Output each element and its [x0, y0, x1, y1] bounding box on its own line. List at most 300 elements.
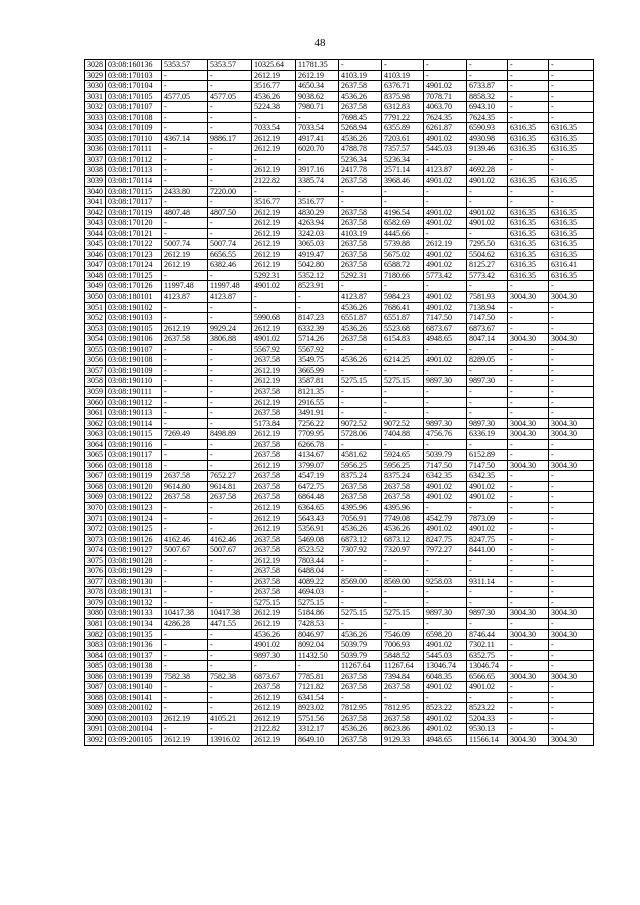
table-cell: 3090: [85, 713, 106, 724]
table-cell: 4536.26: [382, 524, 424, 535]
table-cell: -: [382, 618, 424, 629]
table-cell: 4471.55: [208, 618, 252, 629]
table-cell: 6566.65: [467, 671, 508, 682]
table-cell: -: [549, 186, 594, 197]
page-number: 48: [314, 37, 326, 49]
table-cell: 03:08:170122: [106, 239, 162, 250]
table-cell: -: [549, 302, 594, 313]
table-cell: 2612.19: [252, 365, 296, 376]
table-cell: 03:08:190122: [106, 492, 162, 503]
table-row: [85, 323, 594, 334]
table-cell: 5714.26: [296, 334, 339, 345]
table-cell: 7698.45: [339, 112, 382, 123]
table-cell: 03:08:190124: [106, 513, 162, 524]
table-cell: 03:08:190109: [106, 365, 162, 376]
table-cell: 3072: [85, 524, 106, 535]
table-cell: 2612.19: [252, 502, 296, 513]
table-cell: 2637.58: [252, 492, 296, 503]
table-cell: 2637.58: [252, 386, 296, 397]
table-cell: -: [252, 292, 296, 303]
table-cell: 5773.42: [467, 270, 508, 281]
table-cell: 8047.14: [467, 334, 508, 345]
table-cell: 3053: [85, 323, 106, 334]
table-cell: 9897.30: [467, 608, 508, 619]
table-cell: 5353.57: [208, 60, 252, 71]
table-cell: 3799.07: [296, 460, 339, 471]
table-cell: 4901.02: [424, 492, 467, 503]
table-cell: -: [508, 102, 549, 113]
table-cell: -: [382, 408, 424, 419]
table-cell: 6342.35: [424, 471, 467, 482]
table-cell: 4367.14: [162, 133, 208, 144]
table-cell: 8046.97: [296, 629, 339, 640]
table-row: [85, 376, 594, 387]
table-cell: -: [208, 408, 252, 419]
table-cell: 8523.52: [296, 545, 339, 556]
table-cell: -: [162, 439, 208, 450]
table-cell: 4901.02: [467, 481, 508, 492]
table-cell: -: [382, 397, 424, 408]
table-cell: 03:08:190102: [106, 302, 162, 313]
table-cell: 7686.41: [382, 302, 424, 313]
table-cell: 6588.72: [382, 260, 424, 271]
table-cell: 3030: [85, 81, 106, 92]
table-cell: 6316.35: [508, 249, 549, 260]
table-cell: 3004.30: [508, 334, 549, 345]
table-row: [85, 186, 594, 197]
table-cell: 2637.58: [339, 207, 382, 218]
table-cell: 2612.19: [252, 703, 296, 714]
table-cell: 2637.58: [339, 481, 382, 492]
table-cell: -: [508, 450, 549, 461]
table-cell: -: [508, 524, 549, 535]
table-cell: 03:08:170113: [106, 165, 162, 176]
table-cell: 7546.09: [382, 629, 424, 640]
table-cell: 4263.94: [296, 218, 339, 229]
table-cell: 8375.24: [339, 471, 382, 482]
table-cell: 03:08:190131: [106, 587, 162, 598]
table-row: [85, 692, 594, 703]
table-cell: 2417.78: [339, 165, 382, 176]
table-cell: 5353.57: [162, 60, 208, 71]
table-row: [85, 334, 594, 345]
table-row: [85, 597, 594, 608]
table-cell: 3054: [85, 334, 106, 345]
table-cell: -: [467, 566, 508, 577]
table-cell: -: [508, 376, 549, 387]
table-cell: 4063.70: [424, 102, 467, 113]
table-cell: -: [162, 661, 208, 672]
table-cell: 7269.49: [162, 429, 208, 440]
table-cell: -: [208, 81, 252, 92]
table-cell: -: [382, 186, 424, 197]
table-cell: -: [162, 397, 208, 408]
table-cell: 03:08:190128: [106, 555, 162, 566]
table-cell: -: [508, 186, 549, 197]
table-cell: 03:08:190125: [106, 524, 162, 535]
table-cell: 2637.58: [339, 81, 382, 92]
table-row: [85, 492, 594, 503]
table-cell: 7582.38: [208, 671, 252, 682]
table-cell: 5292.31: [252, 270, 296, 281]
table-cell: -: [467, 344, 508, 355]
table-cell: -: [549, 165, 594, 176]
table-cell: 3091: [85, 724, 106, 735]
table-cell: 2122.82: [252, 724, 296, 735]
table-row: [85, 133, 594, 144]
table-cell: -: [508, 650, 549, 661]
table-cell: 3046: [85, 249, 106, 260]
table-cell: 3038: [85, 165, 106, 176]
table-cell: 03:08:170125: [106, 270, 162, 281]
table-cell: 3549.75: [296, 355, 339, 366]
table-cell: 03:08:190114: [106, 418, 162, 429]
table-cell: -: [208, 629, 252, 640]
table-cell: -: [382, 555, 424, 566]
table-cell: 8649.10: [296, 735, 339, 746]
table-row: [85, 207, 594, 218]
table-cell: 3516.77: [252, 81, 296, 92]
table-cell: -: [424, 197, 467, 208]
table-row: [85, 545, 594, 556]
table-cell: 4901.02: [467, 682, 508, 693]
table-cell: 03:08:190110: [106, 376, 162, 387]
table-cell: 2612.19: [162, 735, 208, 746]
table-row: [85, 418, 594, 429]
table-cell: 10325.64: [252, 60, 296, 71]
table-cell: 03:08:200103: [106, 713, 162, 724]
table-cell: -: [508, 587, 549, 598]
table-cell: 5039.79: [339, 650, 382, 661]
table-cell: 5643.43: [296, 513, 339, 524]
table-cell: 3034: [85, 123, 106, 134]
table-cell: 6551.87: [339, 313, 382, 324]
table-body: [85, 60, 594, 746]
table-cell: 3041: [85, 197, 106, 208]
table-cell: 2637.58: [252, 408, 296, 419]
table-cell: -: [508, 323, 549, 334]
table-cell: 03:08:190112: [106, 397, 162, 408]
table-cell: 3081: [85, 618, 106, 629]
table-cell: -: [162, 724, 208, 735]
table-cell: -: [549, 197, 594, 208]
table-cell: 7812.95: [339, 703, 382, 714]
table-cell: 4162.46: [208, 534, 252, 545]
table-cell: -: [208, 692, 252, 703]
table-row: [85, 249, 594, 260]
table-cell: -: [162, 682, 208, 693]
table-cell: 5007.74: [162, 239, 208, 250]
table-cell: -: [382, 692, 424, 703]
table-cell: 9929.24: [208, 323, 252, 334]
table-cell: 4536.26: [339, 524, 382, 535]
table-cell: 7624.35: [467, 112, 508, 123]
table-cell: -: [162, 524, 208, 535]
table-row: [85, 471, 594, 482]
table-cell: 7302.11: [467, 640, 508, 651]
table-cell: 03:08:190123: [106, 502, 162, 513]
table-cell: 2433.80: [162, 186, 208, 197]
table-cell: 3056: [85, 355, 106, 366]
table-cell: 7256.22: [296, 418, 339, 429]
table-cell: 2612.19: [252, 144, 296, 155]
table-cell: 5042.80: [296, 260, 339, 271]
table-row: [85, 735, 594, 746]
table-cell: -: [508, 302, 549, 313]
table-cell: 2637.58: [339, 334, 382, 345]
table-cell: 3312.17: [296, 724, 339, 735]
table-cell: -: [162, 650, 208, 661]
table-cell: -: [508, 576, 549, 587]
table-cell: 2637.58: [252, 576, 296, 587]
table-cell: 5445.03: [424, 144, 467, 155]
table-cell: 3004.30: [549, 334, 594, 345]
table-cell: -: [424, 692, 467, 703]
table-cell: 8247.75: [467, 534, 508, 545]
table-cell: -: [296, 302, 339, 313]
table-cell: -: [549, 154, 594, 165]
table-cell: 2637.58: [339, 682, 382, 693]
table-cell: 5352.12: [296, 270, 339, 281]
table-cell: 7147.50: [424, 313, 467, 324]
table-cell: 4694.03: [296, 587, 339, 598]
table-cell: 7972.27: [424, 545, 467, 556]
table-cell: 6316.35: [508, 239, 549, 250]
table-cell: -: [252, 186, 296, 197]
table-row: [85, 555, 594, 566]
table-cell: -: [162, 344, 208, 355]
table-cell: 03:08:190135: [106, 629, 162, 640]
table-cell: 2612.19: [252, 260, 296, 271]
table-cell: 2612.19: [252, 513, 296, 524]
table-cell: 4901.02: [424, 218, 467, 229]
table-cell: 4948.65: [424, 735, 467, 746]
table-cell: 13046.74: [424, 661, 467, 672]
table-cell: -: [508, 713, 549, 724]
table-cell: -: [339, 365, 382, 376]
table-cell: -: [208, 460, 252, 471]
table-cell: -: [208, 197, 252, 208]
table-cell: -: [549, 502, 594, 513]
table-cell: 2637.58: [252, 566, 296, 577]
table-cell: 6316.35: [549, 176, 594, 187]
table-cell: -: [162, 703, 208, 714]
table-cell: 5275.15: [252, 597, 296, 608]
table-cell: 4581.62: [339, 450, 382, 461]
table-cell: 3029: [85, 70, 106, 81]
table-cell: -: [382, 197, 424, 208]
table-cell: 4536.26: [339, 91, 382, 102]
table-row: [85, 81, 594, 92]
table-cell: 9897.30: [467, 418, 508, 429]
table-row: [85, 102, 594, 113]
table-cell: 8523.22: [467, 703, 508, 714]
table-row: [85, 713, 594, 724]
table-cell: 2637.58: [339, 239, 382, 250]
table-cell: -: [208, 102, 252, 113]
table-cell: 6336.19: [467, 429, 508, 440]
table-cell: 6873.67: [424, 323, 467, 334]
table-cell: -: [424, 186, 467, 197]
table-cell: 6873.67: [252, 671, 296, 682]
table-cell: 6873.12: [382, 534, 424, 545]
table-cell: -: [208, 112, 252, 123]
table-cell: 2612.19: [252, 133, 296, 144]
table-cell: 4134.67: [296, 450, 339, 461]
table-cell: 5292.31: [339, 270, 382, 281]
table-cell: 3055: [85, 344, 106, 355]
table-cell: -: [339, 197, 382, 208]
table-cell: 4196.54: [382, 207, 424, 218]
table-cell: -: [549, 545, 594, 556]
table-cell: -: [549, 597, 594, 608]
table-cell: 4901.02: [424, 133, 467, 144]
table-cell: 5173.84: [252, 418, 296, 429]
table-cell: -: [162, 165, 208, 176]
table-cell: 2637.58: [382, 713, 424, 724]
table-cell: 2612.19: [162, 713, 208, 724]
table-cell: -: [508, 344, 549, 355]
table-cell: 03:08:170114: [106, 176, 162, 187]
table-cell: -: [467, 692, 508, 703]
table-cell: -: [549, 70, 594, 81]
table-cell: 03:08:190136: [106, 640, 162, 651]
table-cell: 11997.48: [162, 281, 208, 292]
table-cell: -: [339, 439, 382, 450]
table-cell: 11267.64: [382, 661, 424, 672]
table-cell: -: [549, 102, 594, 113]
table-cell: 3516.77: [252, 197, 296, 208]
table-cell: 03:08:190137: [106, 650, 162, 661]
table-cell: -: [467, 502, 508, 513]
table-cell: -: [467, 228, 508, 239]
table-cell: -: [424, 228, 467, 239]
table-cell: 6316.35: [508, 270, 549, 281]
table-cell: 6551.87: [382, 313, 424, 324]
table-cell: -: [208, 555, 252, 566]
table-cell: 2637.58: [252, 450, 296, 461]
table-cell: -: [424, 154, 467, 165]
table-cell: 6312.83: [382, 102, 424, 113]
table-cell: 2612.19: [252, 323, 296, 334]
table-cell: 6154.83: [382, 334, 424, 345]
table-row: [85, 355, 594, 366]
table-cell: -: [467, 281, 508, 292]
table-cell: 4901.02: [424, 302, 467, 313]
table-cell: 3039: [85, 176, 106, 187]
table-cell: -: [339, 587, 382, 598]
table-cell: -: [162, 629, 208, 640]
table-cell: 6316.35: [508, 228, 549, 239]
table-cell: 3665.99: [296, 365, 339, 376]
table-cell: -: [549, 576, 594, 587]
table-row: [85, 629, 594, 640]
table-cell: -: [549, 534, 594, 545]
table-cell: 6316.35: [549, 144, 594, 155]
table-cell: 3063: [85, 429, 106, 440]
table-cell: 2637.58: [252, 439, 296, 450]
table-cell: 2637.58: [339, 176, 382, 187]
table-cell: -: [252, 302, 296, 313]
table-cell: -: [549, 481, 594, 492]
table-cell: 03:08:190115: [106, 429, 162, 440]
table-cell: 2637.58: [252, 587, 296, 598]
table-cell: -: [162, 587, 208, 598]
table-cell: 4901.02: [424, 640, 467, 651]
table-row: [85, 60, 594, 71]
table-cell: 6152.89: [467, 450, 508, 461]
table-row: [85, 154, 594, 165]
table-cell: 2637.58: [339, 735, 382, 746]
table-cell: 4901.02: [424, 207, 467, 218]
table-cell: 3242.03: [296, 228, 339, 239]
table-cell: 9258.03: [424, 576, 467, 587]
table-cell: -: [382, 386, 424, 397]
table-cell: 2637.58: [339, 218, 382, 229]
table-cell: -: [208, 144, 252, 155]
table-row: [85, 176, 594, 187]
table-cell: -: [339, 566, 382, 577]
table-cell: -: [508, 471, 549, 482]
table-cell: 6316.35: [549, 249, 594, 260]
table-cell: 7791.22: [382, 112, 424, 123]
table-cell: 3070: [85, 502, 106, 513]
table-cell: -: [424, 555, 467, 566]
table-cell: -: [549, 365, 594, 376]
table-row: [85, 386, 594, 397]
table-cell: 03:08:190133: [106, 608, 162, 619]
table-cell: 03:08:170110: [106, 133, 162, 144]
table-cell: 3491.91: [296, 408, 339, 419]
table-cell: -: [549, 682, 594, 693]
table-cell: -: [424, 587, 467, 598]
table-cell: -: [508, 597, 549, 608]
table-cell: -: [549, 471, 594, 482]
table-cell: 8125.27: [467, 260, 508, 271]
table-cell: 03:08:190134: [106, 618, 162, 629]
table-cell: -: [424, 439, 467, 450]
table-cell: 4901.02: [467, 176, 508, 187]
table-cell: 2612.19: [252, 460, 296, 471]
table-cell: -: [208, 661, 252, 672]
table-cell: 3082: [85, 629, 106, 640]
table-cell: 3064: [85, 439, 106, 450]
table-cell: -: [424, 502, 467, 513]
table-cell: 5275.15: [339, 608, 382, 619]
table-cell: -: [339, 555, 382, 566]
table-cell: 3004.30: [508, 629, 549, 640]
table-cell: 5236.34: [339, 154, 382, 165]
table-cell: -: [508, 703, 549, 714]
table-cell: 8147.23: [296, 313, 339, 324]
table-cell: 3079: [85, 597, 106, 608]
table-cell: 3051: [85, 302, 106, 313]
table-cell: -: [208, 355, 252, 366]
table-cell: 2637.58: [382, 682, 424, 693]
table-cell: 4948.65: [424, 334, 467, 345]
table-cell: 6261.87: [424, 123, 467, 134]
table-cell: 2612.19: [252, 165, 296, 176]
table-cell: 4807.50: [208, 207, 252, 218]
table-cell: 11566.14: [467, 735, 508, 746]
table-cell: 9897.30: [252, 650, 296, 661]
table-cell: -: [424, 386, 467, 397]
table-cell: 03:08:190108: [106, 355, 162, 366]
table-cell: 11432.50: [296, 650, 339, 661]
table-cell: -: [339, 386, 382, 397]
table-cell: -: [508, 502, 549, 513]
table-cell: 3077: [85, 576, 106, 587]
